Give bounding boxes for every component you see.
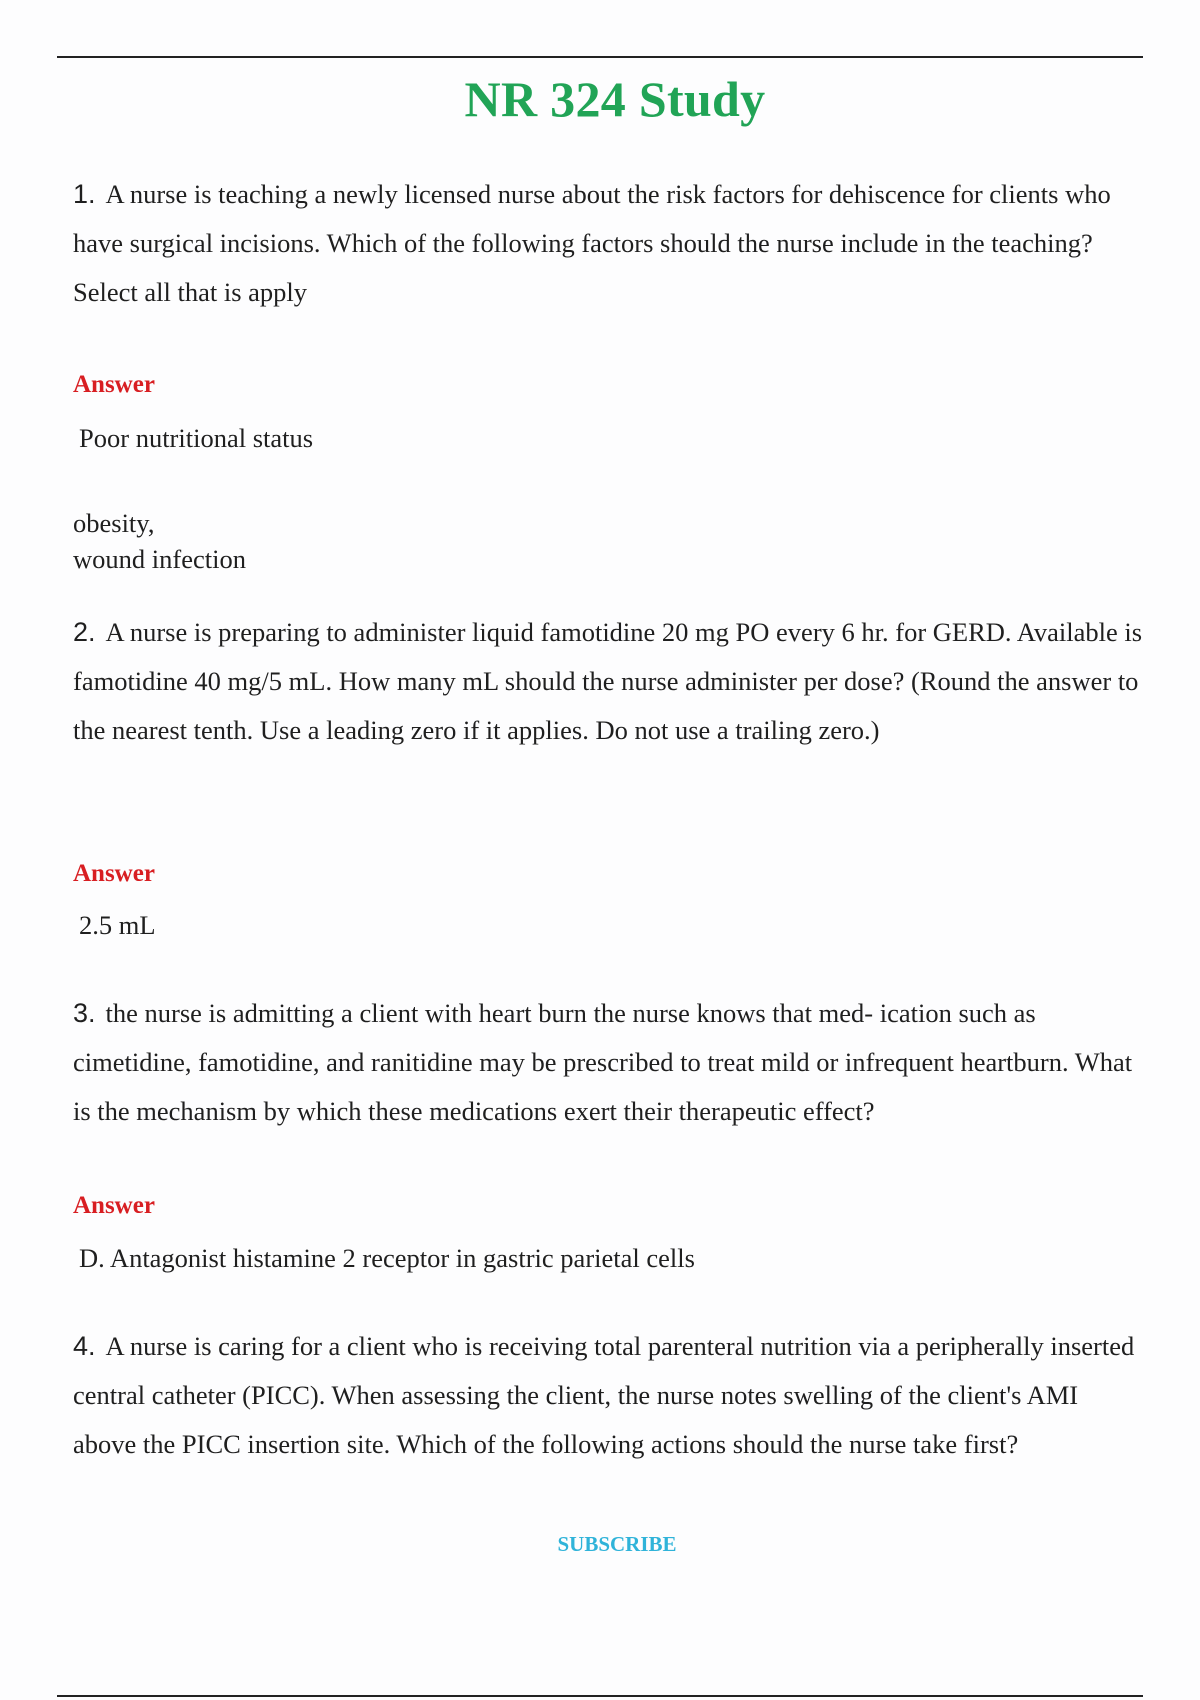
page-title: NR 324 Study: [464, 71, 766, 127]
answer-3-line-1: D. Antagonist histamine 2 receptor in gastric parietal cells: [79, 1243, 695, 1273]
question-text: A nurse is caring for a client who is receiving total parenteral nutrition via a peripherally inserted central catheter (PICC). When assessing the client, the nurse notes swelling of the client's AMI above the PICC insertion site. Which of the following actions should the nurse take first?: [73, 1331, 1135, 1459]
subscribe-link[interactable]: SUBSCRIBE: [557, 1532, 677, 1556]
question-4: [73, 1322, 1145, 1469]
question-3: [73, 989, 1145, 1136]
question-text: the nurse is admitting a client with heart burn the nurse knows that med- ication such as cimetidine, famotidine, and ranitidine may be prescribed to treat mild or infrequent heartburn. What is the mechanism by which these medications exert their therapeutic effect?: [73, 998, 1133, 1126]
question-2: [73, 608, 1145, 755]
answer-2-line-1: 2.5 mL: [79, 910, 156, 940]
question-number: 3.: [73, 998, 96, 1028]
answer-label-3: Answer: [73, 1192, 155, 1219]
question-number: 1.: [73, 179, 96, 209]
question-text: A nurse is teaching a newly licensed nurse about the risk factors for dehiscence for clients who have surgical incisions. Which of the following factors should the nurse include in the teaching? Select all that is apply: [73, 179, 1111, 307]
question-1: [73, 170, 1145, 317]
answer-1-line-2: obesity,: [73, 508, 155, 538]
top-rule: [57, 56, 1143, 58]
answer-1-line-3: wound infection: [73, 544, 246, 574]
question-text: A nurse is preparing to administer liquid famotidine 20 mg PO every 6 hr. for GERD. Available is famotidine 40 mg/5 mL. How many mL should the nurse administer per dose? (Round the answer to the nearest tenth. Use a leading zero if it applies. Do not use a trailing zero.): [73, 617, 1143, 745]
question-number: 4.: [73, 1331, 96, 1361]
question-number: 2.: [73, 617, 96, 647]
answer-label-1: Answer: [73, 371, 155, 398]
bottom-rule: [57, 1695, 1143, 1697]
answer-label-2: Answer: [73, 860, 155, 887]
answer-1-line-1: Poor nutritional status: [79, 423, 314, 453]
